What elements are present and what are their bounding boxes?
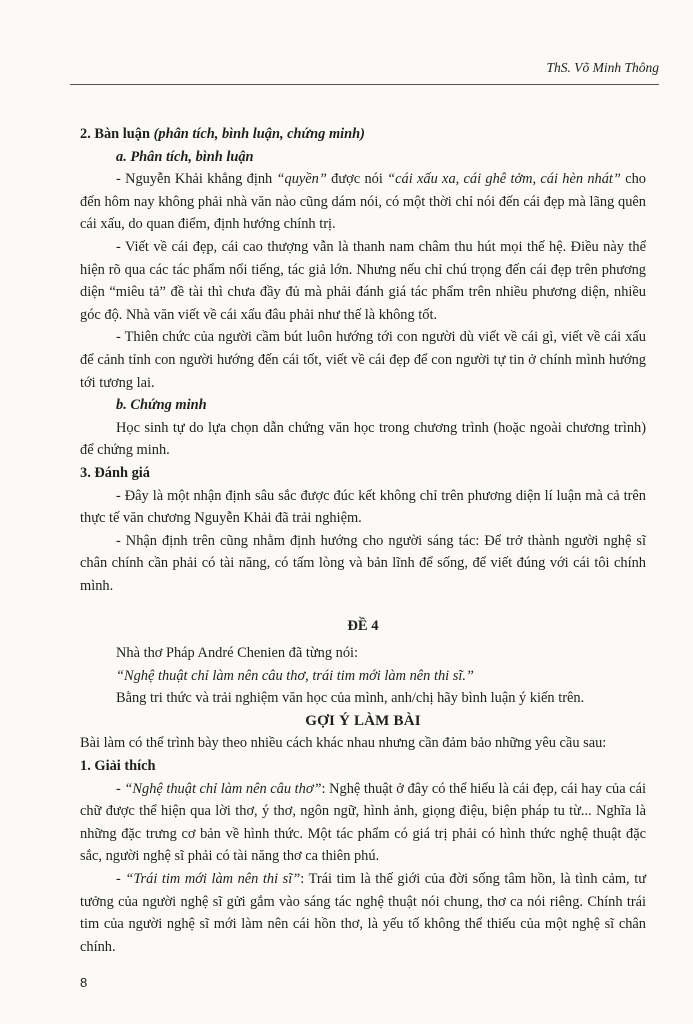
paragraph bbox=[80, 732, 646, 755]
paragraph bbox=[80, 642, 646, 665]
text-run: Bằng tri thức và trải nghiệm văn học của mình, anh/chị hãy bình luận ý kiến trên. bbox=[116, 690, 585, 707]
quoted-text: “Trái tim mới làm nên thi sĩ” bbox=[125, 871, 301, 887]
hint-title: GỢI Ý LÀM BÀI bbox=[305, 712, 421, 729]
paragraph bbox=[80, 168, 646, 236]
header-rule bbox=[70, 84, 659, 85]
text-run: Bài làm có thể trình bày theo nhiều cách khác nhau nhưng cần đảm bảo những yêu cầu sau: bbox=[80, 735, 607, 752]
section-heading bbox=[80, 755, 646, 778]
text-run: - bbox=[116, 871, 126, 887]
subsection-heading: a. Phân tích, bình luận bbox=[116, 148, 254, 165]
paragraph bbox=[80, 236, 646, 326]
paragraph bbox=[80, 665, 646, 688]
text-run: - Nhận định trên cũng nhằm định hướng cho người sáng tác: Để trở thành người nghệ sĩ chân chính cần phải có tài năng, có tấm lòng và bản lĩnh để sống, để viết đúng với cái tôi chính mình. bbox=[80, 532, 646, 594]
paragraph bbox=[80, 778, 646, 868]
text-run: : Nghệ thuật ở đây có thể hiểu là cái đẹp, cái hay của cái chữ được thể hiện qua lời thơ, ý thơ, ngôn ngữ, hình ảnh, giọng điệu, biện pháp tu từ... Nghĩa là những đặc trưng cơ bản về hình thức. Một tác phẩm có giá trị phải có hình thức nghệ thuật đặc sắc, người nghệ sĩ phải có tài năng thơ ca thiên phú. bbox=[80, 780, 647, 865]
document-body bbox=[80, 123, 646, 958]
text-run: Học sinh tự do lựa chọn dẫn chứng văn học trong chương trình (hoặc ngoài chương trình) để chứng minh. bbox=[80, 419, 646, 459]
quoted-text: “quyền” bbox=[276, 171, 327, 188]
section-heading bbox=[80, 123, 646, 146]
text-run: - bbox=[116, 780, 125, 797]
quoted-text: “cái xấu xa, cái ghê tởm, cái hèn nhát” bbox=[387, 171, 621, 188]
header-author: ThS. Võ Minh Thông bbox=[546, 60, 659, 75]
paragraph bbox=[80, 530, 646, 598]
subsection-heading: b. Chứng minh bbox=[116, 397, 207, 414]
spacer bbox=[80, 597, 646, 611]
text-run: - Nguyễn Khải khẳng định bbox=[116, 171, 277, 188]
section-heading bbox=[80, 462, 646, 485]
text-run: được nói bbox=[326, 171, 388, 188]
quoted-text: “Nghệ thuật chỉ làm nên câu thơ, trái tim mới làm nên thi sĩ.” bbox=[116, 667, 474, 684]
section-heading-label: 3. Đánh giá bbox=[80, 464, 150, 481]
quoted-text: “Nghệ thuật chỉ làm nên câu thơ” bbox=[124, 780, 322, 797]
text-run: cho đến hôm nay không phải nhà văn nào cũng dám nói, có một thời chỉ nói đến cái đẹp mà lãng quên cái xấu, do quan điểm, định hướng chính trị. bbox=[80, 171, 646, 233]
text-run: - Đây là một nhận định sâu sắc được đúc kết không chỉ trên phương diện lí luận mà cả trên thực tế văn chương Nguyễn Khải đã trải nghiệm. bbox=[80, 487, 646, 527]
paragraph bbox=[80, 326, 646, 394]
paragraph bbox=[80, 868, 646, 958]
paragraph bbox=[80, 687, 646, 710]
text-run: - Thiên chức của người cầm bút luôn hướng tới con người dù viết về cái gì, viết về cái xấu để cảnh tỉnh con người hướng đến cái tốt, viết về cái đẹp để con người tự tin ở chính mình hướng tới tương lai. bbox=[80, 329, 646, 391]
section-heading-label: 2. Bàn luận bbox=[80, 126, 150, 142]
page-number: 8 bbox=[80, 975, 88, 990]
text-run: : Trái tim là thế giới của đời sống tâm hồn, là tình cảm, tư tưởng của người nghệ sĩ gửi gắm vào sáng tác nghệ thuật nói chung, thơ ca nói riêng. Chính trái tim của người nghệ sĩ mới làm nên cái hồn thơ, là yếu tố không thể thiếu của một nghệ sĩ chân chính. bbox=[80, 871, 646, 955]
paragraph bbox=[80, 485, 646, 530]
text-run: - Viết về cái đẹp, cái cao thượng vẫn là thanh nam châm thu hút mọi thế hệ. Điều này thể hiện rõ qua các tác phẩm nổi tiếng, tác giả lớn. Nhưng nếu chỉ chú trọng đến cái đẹp trên phương diện “miêu tả” đề tài thì chưa đầy đủ mà phải đánh giá tác phẩm trên nhiều phương diện, nhiều góc độ. Nhà văn viết về cái xấu đâu phải như thế là không tốt. bbox=[80, 238, 646, 323]
paragraph bbox=[80, 417, 646, 462]
section-heading-label: 1. Giải thích bbox=[80, 758, 156, 775]
exam-title: ĐỀ 4 bbox=[347, 618, 379, 635]
section-heading-note: (phân tích, bình luận, chứng minh) bbox=[150, 126, 365, 142]
text-run: Nhà thơ Pháp André Chenien đã từng nói: bbox=[116, 645, 359, 662]
